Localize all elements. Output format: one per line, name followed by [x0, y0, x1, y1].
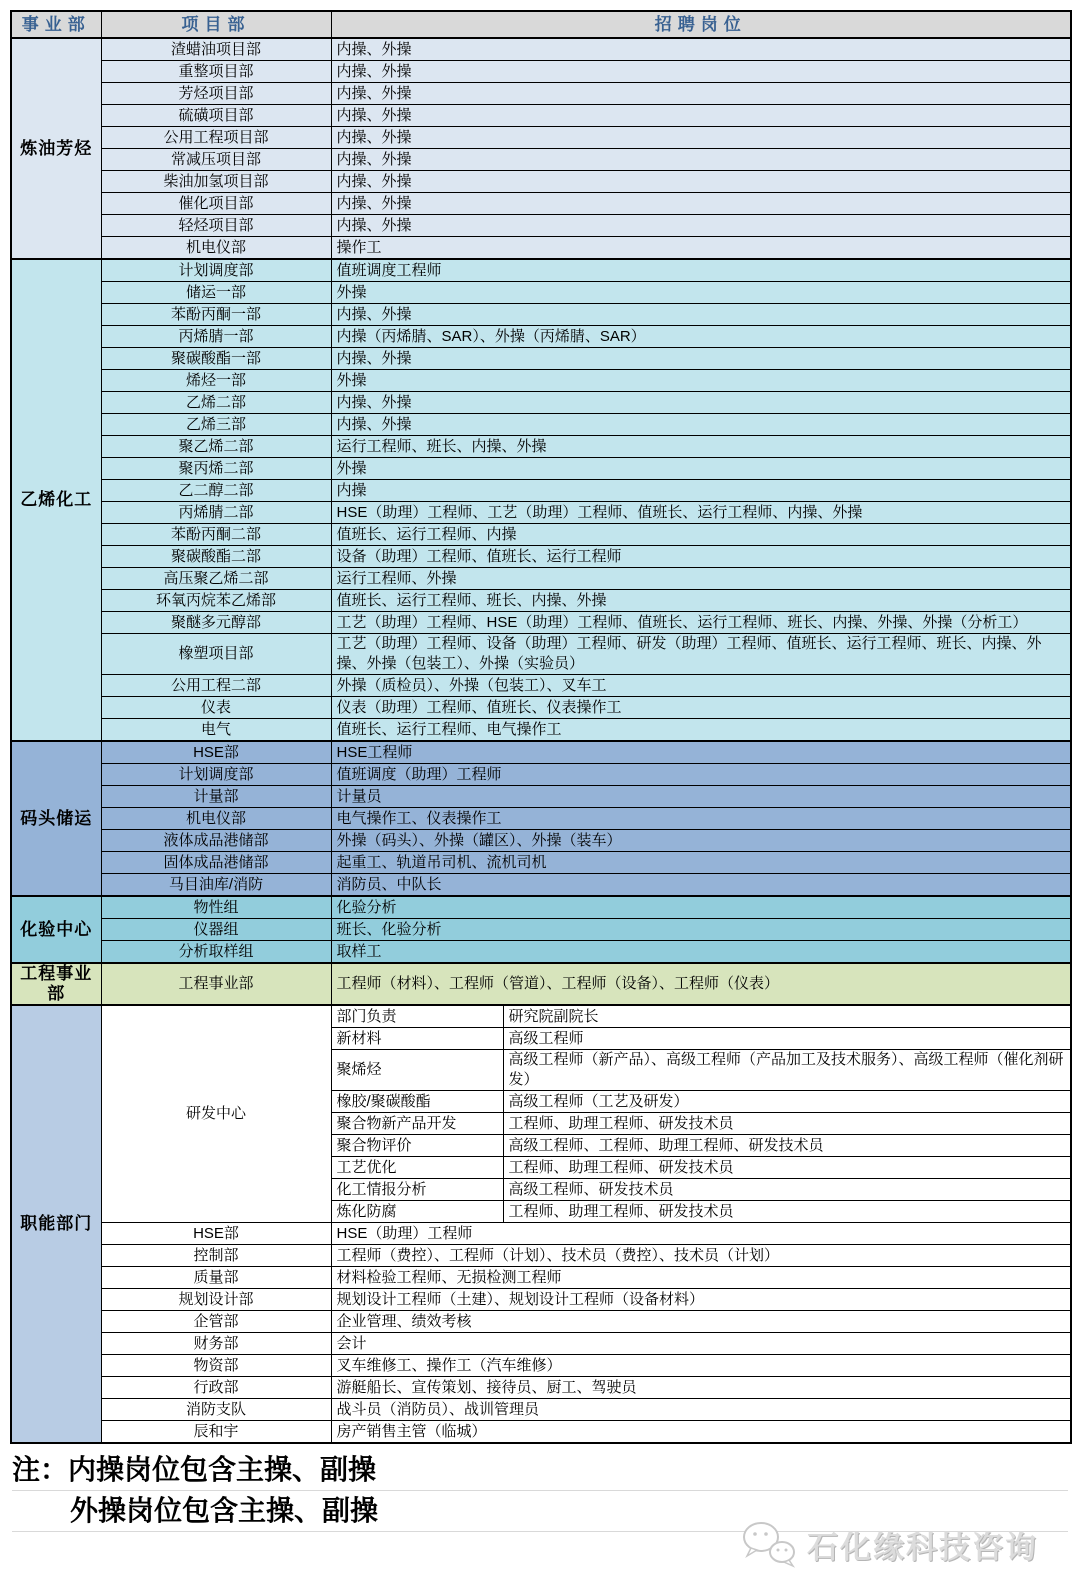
- department-cell: 柴油加氢项目部: [101, 171, 331, 193]
- positions-cell: 内操、外操: [331, 215, 1071, 237]
- positions-cell: 电气操作工、仪表操作工: [331, 808, 1071, 830]
- department-cell: 聚丙烯二部: [101, 458, 331, 480]
- watermark: [739, 1520, 1038, 1568]
- positions-cell: 叉车维修工、操作工（汽车维修）: [331, 1355, 1071, 1377]
- table-row: [11, 480, 1071, 502]
- department-cell: 控制部: [101, 1245, 331, 1267]
- table-row: [11, 764, 1071, 786]
- table-row: [11, 896, 1071, 919]
- positions-cell: 高级工程师（新产品）、高级工程师（产品加工及技术服务）、高级工程师（催化剂研发）: [503, 1050, 1071, 1091]
- department-cell: 聚乙烯二部: [101, 436, 331, 458]
- table-row: [11, 852, 1071, 874]
- table-row: [11, 1421, 1071, 1444]
- department-cell: 计量部: [101, 786, 331, 808]
- table-row: [11, 919, 1071, 941]
- positions-cell: 外操: [331, 458, 1071, 480]
- positions-cell: 内操、外操: [331, 38, 1071, 61]
- division-cell: 炼油芳烃: [11, 38, 101, 259]
- table-row: [11, 808, 1071, 830]
- table-row: [11, 38, 1071, 61]
- positions-cell: 内操、外操: [331, 193, 1071, 215]
- positions-cell: 消防员、中队长: [331, 874, 1071, 897]
- department-cell: 乙二醇二部: [101, 480, 331, 502]
- positions-cell: 外操: [331, 370, 1071, 392]
- department-cell: 芳烃项目部: [101, 83, 331, 105]
- positions-cell: 班长、化验分析: [331, 919, 1071, 941]
- table-row: [11, 568, 1071, 590]
- positions-cell: 取样工: [331, 941, 1071, 964]
- table-row: [11, 524, 1071, 546]
- positions-cell: 内操、外操: [331, 392, 1071, 414]
- positions-cell: 工程师、助理工程师、研发技术员: [503, 1201, 1071, 1223]
- positions-cell: 外操（质检员）、外操（包装工）、叉车工: [331, 675, 1071, 697]
- header-department: 项目部: [101, 11, 331, 38]
- department-cell: 机电仪部: [101, 237, 331, 260]
- positions-cell: 内操、外操: [331, 304, 1071, 326]
- department-cell: HSE部: [101, 1223, 331, 1245]
- positions-cell: 研究院副院长: [503, 1005, 1071, 1028]
- department-cell: 消防支队: [101, 1399, 331, 1421]
- department-cell: 辰和宇: [101, 1421, 331, 1444]
- positions-cell: 运行工程师、班长、内操、外操: [331, 436, 1071, 458]
- department-cell: 渣蜡油项目部: [101, 38, 331, 61]
- positions-cell: 工程师（材料）、工程师（管道）、工程师（设备）、工程师（仪表）: [331, 963, 1071, 1005]
- positions-cell: 值班长、运行工程师、班长、内操、外操: [331, 590, 1071, 612]
- positions-cell: 内操、外操: [331, 149, 1071, 171]
- table-row: [11, 149, 1071, 171]
- table-row: [11, 941, 1071, 964]
- department-cell: 固体成品港储部: [101, 852, 331, 874]
- positions-cell: 企业管理、绩效考核: [331, 1311, 1071, 1333]
- table-row: [11, 786, 1071, 808]
- positions-cell: 会计: [331, 1333, 1071, 1355]
- table-row: [11, 741, 1071, 764]
- positions-cell: 值班调度工程师: [331, 259, 1071, 282]
- department-cell: 质量部: [101, 1267, 331, 1289]
- table-row: [11, 1005, 1071, 1028]
- department-cell: 企管部: [101, 1311, 331, 1333]
- department-cell: 分析取样组: [101, 941, 331, 964]
- department-cell: 研发中心: [101, 1005, 331, 1223]
- department-cell: 工程事业部: [101, 963, 331, 1005]
- positions-cell: 高级工程师、工程师、助理工程师、研发技术员: [503, 1135, 1071, 1157]
- department-cell: 物资部: [101, 1355, 331, 1377]
- positions-cell: 内操、外操: [331, 414, 1071, 436]
- positions-cell: 高级工程师（工艺及研发）: [503, 1091, 1071, 1113]
- department-cell: 行政部: [101, 1377, 331, 1399]
- positions-cell: 计量员: [331, 786, 1071, 808]
- department-cell: 常减压项目部: [101, 149, 331, 171]
- table-row: [11, 282, 1071, 304]
- department-cell: 乙烯二部: [101, 392, 331, 414]
- department-cell: 苯酚丙酮二部: [101, 524, 331, 546]
- department-cell: 乙烯三部: [101, 414, 331, 436]
- header-row: [11, 11, 1071, 38]
- positions-cell: 高级工程师: [503, 1028, 1071, 1050]
- division-cell: 工程事业部: [11, 963, 101, 1005]
- positions-cell: 内操、外操: [331, 105, 1071, 127]
- table-row: [11, 1311, 1071, 1333]
- positions-cell: 操作工: [331, 237, 1071, 260]
- department-cell: 仪器组: [101, 919, 331, 941]
- positions-cell: 工程师、助理工程师、研发技术员: [503, 1157, 1071, 1179]
- subgroup-cell: 橡胶/聚碳酸酯: [331, 1091, 503, 1113]
- positions-cell: 工程师、助理工程师、研发技术员: [503, 1113, 1071, 1135]
- table-row: [11, 1377, 1071, 1399]
- subgroup-cell: 化工情报分析: [331, 1179, 503, 1201]
- table-row: [11, 392, 1071, 414]
- positions-cell: 工艺（助理）工程师、HSE（助理）工程师、值班长、运行工程师、班长、内操、外操、外操（分析工）: [331, 612, 1071, 634]
- recruitment-table-body: [11, 38, 1071, 1443]
- department-cell: 电气: [101, 719, 331, 742]
- subgroup-cell: 聚合物评价: [331, 1135, 503, 1157]
- department-cell: 高压聚乙烯二部: [101, 568, 331, 590]
- subgroup-cell: 聚烯烃: [331, 1050, 503, 1091]
- positions-cell: 战斗员（消防员）、战训管理员: [331, 1399, 1071, 1421]
- table-row: [11, 458, 1071, 480]
- table-row: [11, 1223, 1071, 1245]
- department-cell: 机电仪部: [101, 808, 331, 830]
- subgroup-cell: 聚合物新产品开发: [331, 1113, 503, 1135]
- positions-cell: 起重工、轨道吊司机、流机司机: [331, 852, 1071, 874]
- table-row: [11, 193, 1071, 215]
- department-cell: 重整项目部: [101, 61, 331, 83]
- positions-cell: 值班调度（助理）工程师: [331, 764, 1071, 786]
- department-cell: 公用工程项目部: [101, 127, 331, 149]
- department-cell: 财务部: [101, 1333, 331, 1355]
- department-cell: 计划调度部: [101, 259, 331, 282]
- table-row: [11, 1267, 1071, 1289]
- positions-cell: 游艇船长、宣传策划、接待员、厨工、驾驶员: [331, 1377, 1071, 1399]
- positions-cell: 外操: [331, 282, 1071, 304]
- note-line-1: 注：内操岗位包含主操、副操: [12, 1450, 1068, 1491]
- positions-cell: 房产销售主管（临城）: [331, 1421, 1071, 1444]
- table-row: [11, 304, 1071, 326]
- positions-cell: 化验分析: [331, 896, 1071, 919]
- department-cell: 马目油库/消防: [101, 874, 331, 897]
- department-cell: 物性组: [101, 896, 331, 919]
- table-row: [11, 1333, 1071, 1355]
- table-row: [11, 105, 1071, 127]
- department-cell: HSE部: [101, 741, 331, 764]
- recruitment-table: [10, 10, 1072, 1444]
- subgroup-cell: 工艺优化: [331, 1157, 503, 1179]
- table-row: [11, 502, 1071, 524]
- table-row: [11, 326, 1071, 348]
- department-cell: 丙烯腈二部: [101, 502, 331, 524]
- subgroup-cell: 新材料: [331, 1028, 503, 1050]
- table-row: [11, 215, 1071, 237]
- positions-cell: 值班长、运行工程师、内操: [331, 524, 1071, 546]
- watermark-text: 石化缘科技咨询: [807, 1529, 1038, 1565]
- table-row: [11, 61, 1071, 83]
- positions-cell: HSE（助理）工程师: [331, 1223, 1071, 1245]
- chat-bubbles-logo-icon: [739, 1520, 801, 1568]
- table-row: [11, 83, 1071, 105]
- positions-cell: 工程师（费控）、工程师（计划）、技术员（费控）、技术员（计划）: [331, 1245, 1071, 1267]
- department-cell: 储运一部: [101, 282, 331, 304]
- department-cell: 聚碳酸酯二部: [101, 546, 331, 568]
- positions-cell: 内操: [331, 480, 1071, 502]
- positions-cell: HSE工程师: [331, 741, 1071, 764]
- table-row: [11, 259, 1071, 282]
- table-row: [11, 612, 1071, 634]
- table-row: [11, 1399, 1071, 1421]
- department-cell: 液体成品港储部: [101, 830, 331, 852]
- department-cell: 规划设计部: [101, 1289, 331, 1311]
- positions-cell: 值班长、运行工程师、电气操作工: [331, 719, 1071, 742]
- table-row: [11, 874, 1071, 897]
- table-row: [11, 436, 1071, 458]
- table-row: [11, 127, 1071, 149]
- positions-cell: 材料检验工程师、无损检测工程师: [331, 1267, 1071, 1289]
- department-cell: 轻烃项目部: [101, 215, 331, 237]
- table-row: [11, 697, 1071, 719]
- table-row: [11, 1289, 1071, 1311]
- department-cell: 仪表: [101, 697, 331, 719]
- table-row: [11, 1245, 1071, 1267]
- table-row: [11, 414, 1071, 436]
- positions-cell: 工艺（助理）工程师、设备（助理）工程师、研发（助理）工程师、值班长、运行工程师、班长、内操、外操、外操（包装工）、外操（实验员）: [331, 634, 1071, 675]
- department-cell: 催化项目部: [101, 193, 331, 215]
- positions-cell: 内操、外操: [331, 61, 1071, 83]
- header-division: 事业部: [11, 11, 101, 38]
- table-row: [11, 348, 1071, 370]
- department-cell: 苯酚丙酮一部: [101, 304, 331, 326]
- subgroup-cell: 炼化防腐: [331, 1201, 503, 1223]
- positions-cell: 内操、外操: [331, 171, 1071, 193]
- positions-cell: 内操、外操: [331, 127, 1071, 149]
- department-cell: 聚醚多元醇部: [101, 612, 331, 634]
- positions-cell: 内操、外操: [331, 83, 1071, 105]
- table-row: [11, 963, 1071, 1005]
- table-row: [11, 675, 1071, 697]
- department-cell: 聚碳酸酯一部: [101, 348, 331, 370]
- department-cell: 公用工程二部: [101, 675, 331, 697]
- positions-cell: 高级工程师、研发技术员: [503, 1179, 1071, 1201]
- division-cell: 职能部门: [11, 1005, 101, 1443]
- table-row: [11, 171, 1071, 193]
- positions-cell: 运行工程师、外操: [331, 568, 1071, 590]
- department-cell: 烯烃一部: [101, 370, 331, 392]
- department-cell: 计划调度部: [101, 764, 331, 786]
- table-row: [11, 370, 1071, 392]
- table-row: [11, 830, 1071, 852]
- table-row: [11, 590, 1071, 612]
- division-cell: 化验中心: [11, 896, 101, 963]
- department-cell: 丙烯腈一部: [101, 326, 331, 348]
- positions-cell: 内操（丙烯腈、SAR）、外操（丙烯腈、SAR）: [331, 326, 1071, 348]
- subgroup-cell: 部门负责: [331, 1005, 503, 1028]
- positions-cell: 仪表（助理）工程师、值班长、仪表操作工: [331, 697, 1071, 719]
- department-cell: 硫磺项目部: [101, 105, 331, 127]
- header-positions: 招聘岗位: [331, 11, 1071, 38]
- department-cell: 橡塑项目部: [101, 634, 331, 675]
- department-cell: 环氧丙烷苯乙烯部: [101, 590, 331, 612]
- division-cell: 乙烯化工: [11, 259, 101, 741]
- division-cell: 码头储运: [11, 741, 101, 896]
- table-row: [11, 1355, 1071, 1377]
- positions-cell: 外操（码头）、外操（罐区）、外操（装车）: [331, 830, 1071, 852]
- table-row: [11, 546, 1071, 568]
- note-line-2: 外操岗位包含主操、副操: [12, 1491, 1068, 1532]
- positions-cell: 设备（助理）工程师、值班长、运行工程师: [331, 546, 1071, 568]
- table-row: [11, 719, 1071, 742]
- table-row: [11, 634, 1071, 675]
- positions-cell: 内操、外操: [331, 348, 1071, 370]
- table-row: [11, 237, 1071, 260]
- positions-cell: 规划设计工程师（土建）、规划设计工程师（设备材料）: [331, 1289, 1071, 1311]
- positions-cell: HSE（助理）工程师、工艺（助理）工程师、值班长、运行工程师、内操、外操: [331, 502, 1071, 524]
